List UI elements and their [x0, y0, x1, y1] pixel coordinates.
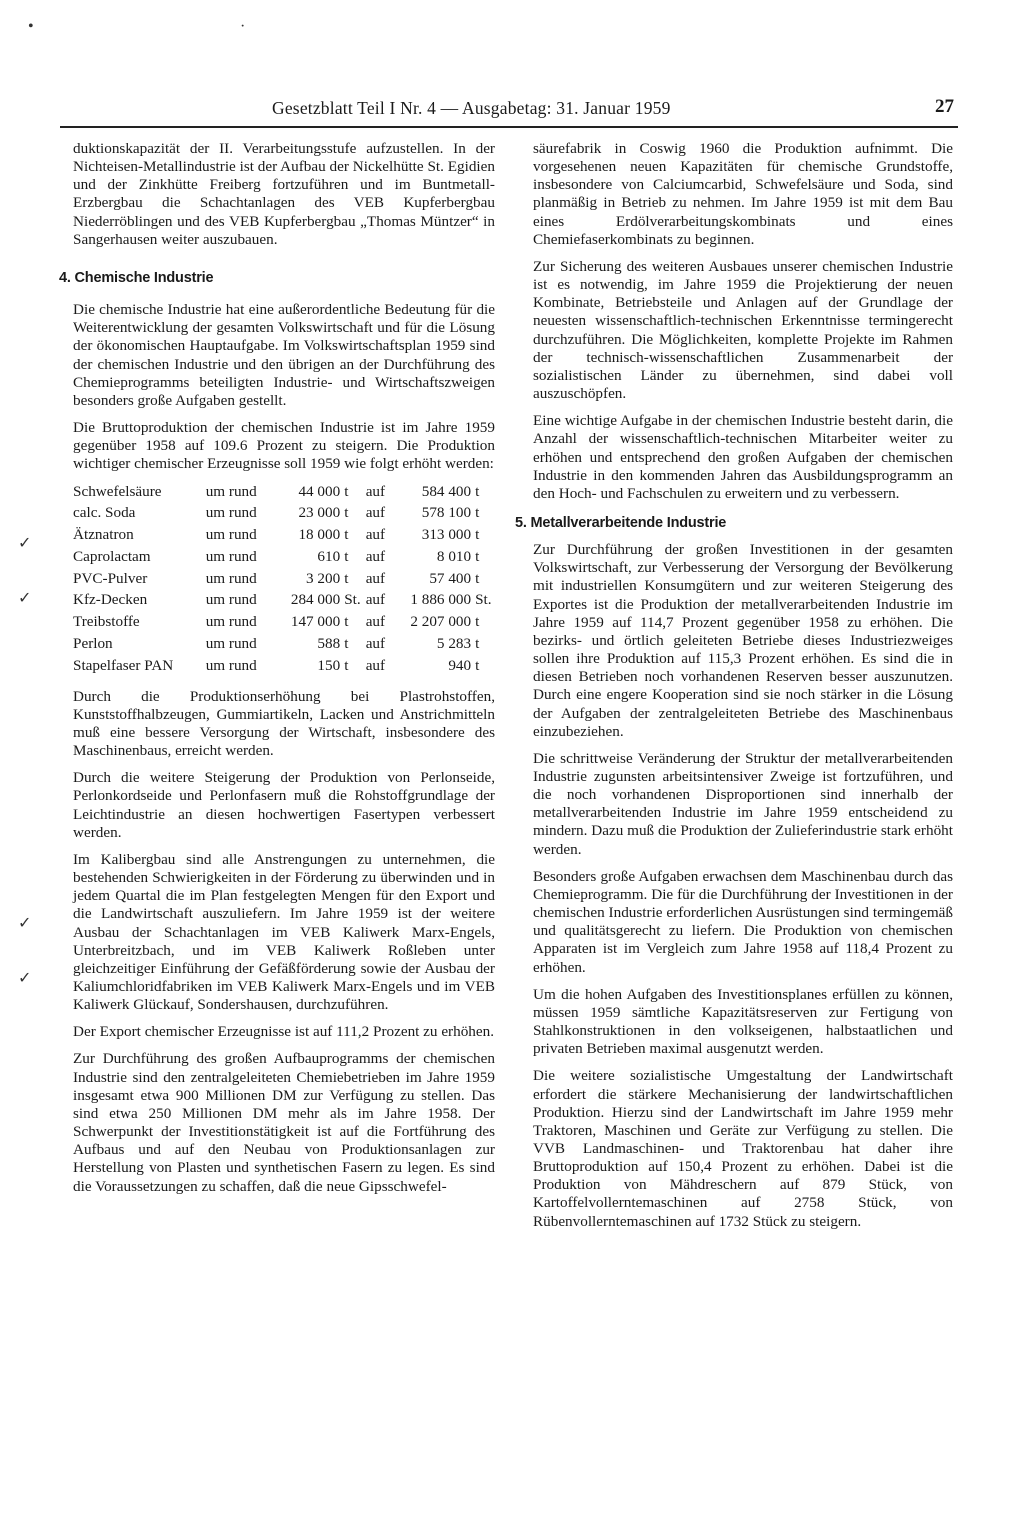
auf-label: auf	[365, 504, 386, 522]
paragraph: Zur Sicherung des weiteren Ausbaues unserer chemischen Industrie ist es notwendig, im Jahre 1959 die Projektierung der neuen Kombinate, Betriebsteile und Anlagen auf der Grundlage der neuesten wissenschaftlich-technischen Erkenntnisse termingerecht durchzuführen. Die Möglichkeiten, komplette Projekte im Rahmen der technisch-wissenschaftlichen Zusammenarbeit der sozialistischen Länder zu übernehmen, sind dabei voll auszuschöpfen.	[533, 257, 953, 403]
auf-label: auf	[365, 591, 386, 609]
production-table	[73, 483, 493, 679]
product-name: Perlon	[73, 635, 113, 653]
um-rund-label: um rund	[205, 613, 257, 631]
target-unit: t	[475, 547, 480, 565]
increase-amount: 18 000	[298, 526, 341, 544]
increase-amount: 284 000	[290, 591, 341, 609]
paragraph: Um die hohen Aufgaben des Investitionsplanes erfüllen zu können, müssen 1959 sämtliche Kapazitätsreserven zur Fertigung von Stahlkonstruktionen in den volkseigenen, halbstaatlichen und privaten Betrieben maximal ausgenutzt werden.	[533, 985, 953, 1058]
paragraph: Die schrittweise Veränderung der Struktur der metallverarbeitenden Industrie zugunsten arbeitsintensiver Zweige ist fortzuführen, und die noch vorhandenen Disproportionen sind innerhalb der metallverarbeitenden Industrie im Jahre 1959 entscheidend zu mindern. Dazu muß die Produktion der Zulieferindustrie stark erhöht werden.	[533, 749, 953, 858]
target-unit: t	[475, 613, 480, 631]
increase-unit: t	[344, 569, 349, 587]
target-amount: 57 400	[429, 569, 472, 587]
product-name: PVC-Pulver	[73, 569, 148, 587]
product-name: Ätznatron	[73, 526, 134, 544]
auf-label: auf	[365, 526, 386, 544]
table-row	[73, 657, 493, 679]
paragraph: Im Kalibergbau sind alle Anstrengungen zu unternehmen, die bestehenden Schwierigkeiten in der Förderung zu überwinden und in jedem Quartal die im Plan festgelegten Mengen für den Export und die Landwirtschaft auszuliefern. Im Jahre 1959 ist der weitere Ausbau der Schachtanlagen im VEB Kaliwerk Marx-Engels, Unterbreitzbach, und im VEB Kaliwerk Roßleben unter gleichzeitiger Einführung der Gefäßförderung sowie der Ausbau der Kaliumchloridfabriken im VEB Kaliwerk Marx-Engels und im VEB Kaliwerk Glückauf, Sondershausen, durchzuführen.	[73, 850, 495, 1014]
increase-unit: t	[344, 635, 349, 653]
paragraph: Besonders große Aufgaben erwachsen dem Maschinenbau durch das Chemieprogramm. Die für die Durchführung der Investitionen in der chemischen Industrie erforderlichen Ausrüstungen sind termingemäß und qualitätsgerecht zu liefern. Die Produktion von chemischen Apparaten ist im Vergleich zum Jahre 1958 auf 118,4 Prozent zu erhöhen.	[533, 867, 953, 976]
um-rund-label: um rund	[205, 591, 257, 609]
product-name: Caprolactam	[73, 547, 151, 565]
auf-label: auf	[365, 635, 386, 653]
paragraph: Die chemische Industrie hat eine außerordentliche Bedeutung für die Weiterentwicklung der gesamten Volkswirtschaft und für die Lösung der ökonomischen Hauptaufgabe. Im Volkswirtschaftsplan 1959 sind der chemischen Industrie und den übrigen an der Durchführung des Chemieprogramms beteiligten Industrie- und Wirtschaftszweigen besonders große Aufgaben gestellt.	[73, 301, 495, 409]
paragraph: Eine wichtige Aufgabe in der chemischen Industrie besteht darin, die Anzahl der wissenschaftlich-technischen Mitarbeiter weiter zu erhöhen und entsprechend den großen Aufgaben der chemischen Industrie in den kommenden Jahren das Ausbildungsprogramm an den Hoch- und Fachschulen zu erweitern und zu verbessern.	[533, 412, 953, 502]
section-heading: 5. Metallverarbeitende Industrie	[515, 514, 727, 531]
target-amount: 1 886 000	[410, 591, 472, 609]
check-mark: ✓	[18, 970, 32, 987]
check-mark: ✓	[18, 535, 32, 552]
target-unit: t	[475, 482, 480, 500]
increase-unit: t	[344, 656, 349, 674]
increase-amount: 23 000	[298, 504, 341, 522]
table-row	[73, 504, 493, 526]
um-rund-label: um rund	[205, 569, 257, 587]
increase-unit: t	[344, 526, 349, 544]
increase-unit: t	[344, 613, 349, 631]
auf-label: auf	[365, 547, 386, 565]
target-amount: 584 400	[421, 482, 472, 500]
table-row	[73, 635, 493, 657]
paragraph: Zur Durchführung des großen Aufbauprogramms der chemischen Industrie sind den zentralgeleiteten Chemiebetrieben im Jahre 1959 insgesamt etwa 900 Millionen DM zur Verfügung zu stellen. Das sind etwa 250 Millionen DM mehr als im Jahre 1958. Der Schwerpunkt der Investitionstätigkeit ist auf die Fortführung des Aufbaus und auf den Neubau von Produktionsanlagen zur Herstellung von Plasten und synthetischen Fasern zu legen. Es sind die Voraussetzungen zu schaffen, daß die neue Gipsschwefel-	[73, 1050, 495, 1195]
page-number: 27	[935, 96, 954, 117]
auf-label: auf	[365, 656, 386, 674]
paragraph: Durch die weitere Steigerung der Produktion von Perlonseide, Perlonkordseide und Perlonfasern muß die Rohstoffgrundlage der Leichtindustrie an diesen hochwertigen Fasertypen verbessert werden.	[73, 769, 495, 841]
target-unit: t	[475, 569, 480, 587]
increase-amount: 147 000	[290, 613, 341, 631]
increase-amount: 44 000	[298, 482, 341, 500]
increase-unit: St.	[344, 591, 361, 609]
um-rund-label: um rund	[205, 482, 257, 500]
paragraph: säurefabrik in Coswig 1960 die Produktion aufnimmt. Die vorgesehenen neuen Kapazitäten für chemische Grundstoffe, insbesondere von Calciumcarbid, Schwefelsäure und Soda, sind planmäßig in Betrieb zu nehmen. Im Jahre 1959 ist mit dem Bau eines Erdölverarbeitungskombinats und eines Chemiefaserkombinats zu beginnen.	[533, 140, 953, 248]
product-name: Stapelfaser PAN	[73, 656, 174, 674]
target-unit: t	[475, 504, 480, 522]
paragraph: Die Bruttoproduktion der chemischen Industrie ist im Jahre 1959 gegenüber 1958 auf 109.6 Prozent zu steigern. Die Produktion wichtiger chemischer Erzeugnisse soll 1959 wie folgt erhöht werden:	[73, 419, 495, 473]
increase-unit: t	[344, 504, 349, 522]
paragraph: Zur Durchführung der großen Investitionen in der gesamten Volkswirtschaft, zur Verbesserung der Versorgung der Bevölkerung mit industriellen Konsumgütern und zur weiteren Steigerung des Exportes ist die Produktion der metallverarbeitenden Industrie im Jahre 1959 auf 114,7 Prozent gegenüber 1958 zu erhöhen. Die bezirks- und örtlich geleiteten Betriebe dieses Industriezweiges sollen ihre Produktion auf 115,3 Prozent erhöhen. Es sind die in diesen Betrieben noch vorhandenen Reserven besser auszunutzen. Durch eine engere Kooperation sind sie noch stärker in die Lösung der Aufgaben der zentralgeleiteten Betriebe des Maschinenbaus einzubeziehen.	[533, 541, 953, 740]
paragraph: Durch die Produktionserhöhung bei Plastrohstoffen, Kunststoffhalbzeugen, Gummiartikeln, Lacken und Anstrichmitteln muß eine bessere Versorgung der Wirtschaft, insbesondere des Maschinenbaus, erreicht werden.	[73, 687, 495, 760]
auf-label: auf	[365, 613, 386, 631]
product-name: Kfz-Decken	[73, 591, 148, 609]
target-unit: t	[475, 526, 480, 544]
table-row	[73, 548, 493, 570]
target-amount: 940	[448, 656, 472, 674]
margin-mark: ·	[240, 18, 246, 35]
table-row	[73, 570, 493, 592]
target-amount: 313 000	[421, 526, 472, 544]
table-row	[73, 591, 493, 613]
um-rund-label: um rund	[205, 656, 257, 674]
target-unit: t	[475, 635, 480, 653]
increase-amount: 150	[317, 656, 341, 674]
target-amount: 578 100	[421, 504, 472, 522]
increase-amount: 3 200	[306, 569, 341, 587]
check-mark: ✓	[18, 590, 32, 607]
product-name: Treibstoffe	[73, 613, 140, 631]
table-row	[73, 526, 493, 548]
header-title: Gesetzblatt Teil I Nr. 4 — Ausgabetag: 31. Januar 1959	[272, 98, 671, 118]
page-header	[60, 96, 958, 128]
right-column	[515, 140, 953, 1240]
table-row	[73, 483, 493, 505]
auf-label: auf	[365, 482, 386, 500]
paragraph: duktionskapazität der II. Verarbeitungsstufe aufzustellen. In der Nichteisen-Metallindustrie ist der Aufbau der Nickelhütte St. Egidien und der Zinkhütte Freiberg fortzuführen und im Buntmetall-Erzbergbau die Schachtanlagen des VEB Kupferbergbau Niederröblingen und des VEB Kupferbergbau „Thomas Müntzer“ in Sangerhausen weiter auszubauen.	[73, 140, 495, 248]
target-unit: St.	[475, 591, 492, 609]
table-row	[73, 613, 493, 635]
auf-label: auf	[365, 569, 386, 587]
increase-amount: 610	[317, 547, 341, 565]
um-rund-label: um rund	[205, 526, 257, 544]
product-name: calc. Soda	[73, 504, 136, 522]
product-name: Schwefelsäure	[73, 482, 162, 500]
left-column	[59, 140, 495, 1205]
increase-unit: t	[344, 482, 349, 500]
um-rund-label: um rund	[205, 635, 257, 653]
increase-amount: 588	[317, 635, 341, 653]
margin-mark: •	[28, 18, 34, 35]
section-heading: 4. Chemische Industrie	[59, 269, 214, 286]
um-rund-label: um rund	[205, 504, 257, 522]
target-unit: t	[475, 656, 480, 674]
target-amount: 2 207 000	[410, 613, 472, 631]
target-amount: 8 010	[436, 547, 472, 565]
um-rund-label: um rund	[205, 547, 257, 565]
check-mark: ✓	[18, 915, 32, 932]
target-amount: 5 283	[436, 635, 472, 653]
paragraph: Die weitere sozialistische Umgestaltung der Landwirtschaft erfordert die stärkere Mechanisierung der landwirtschaftlichen Produktion. Hierzu sind der Landwirtschaft im Jahre 1959 mehr Traktoren, Maschinen und Geräte zur Verfügung zu stellen. Die VVB Landmaschinen- und Traktorenbau hat daher ihre Bruttoproduktion auf 150,4 Prozent zu erhöhen. Dabei ist die Produktion von Mähdreschern auf 879 Stück, von Kartoffelvollerntemaschinen auf 2758 Stück, von Rübenvollerntemaschinen auf 1732 Stück zu steigern.	[533, 1067, 953, 1230]
increase-unit: t	[344, 547, 349, 565]
paragraph: Der Export chemischer Erzeugnisse ist auf 111,2 Prozent zu erhöhen.	[73, 1023, 495, 1041]
